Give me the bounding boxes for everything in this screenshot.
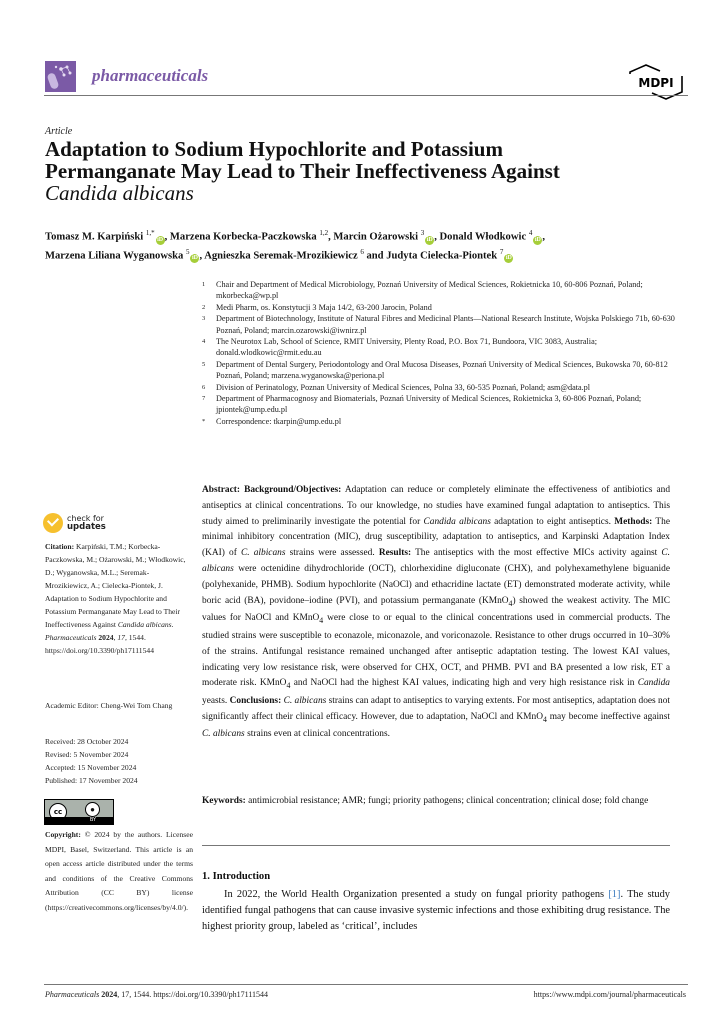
footer-citation: [45, 990, 268, 999]
species: C. albicans: [283, 695, 327, 706]
abstract-text: The minimal inhibitory concentration (MIC), drug susceptibility, adaptation to antiseptics, and Karpinski Adaptation Index (KAI) of: [202, 516, 670, 559]
by-label: BY: [45, 817, 113, 824]
orcid-icon[interactable]: iD: [534, 236, 541, 243]
keywords: [202, 794, 670, 810]
footer-journal: Pharmaceuticals: [45, 990, 100, 999]
species: C. albicans: [202, 548, 670, 574]
author-list: [45, 226, 685, 263]
check-updates-text: updates: [67, 522, 106, 532]
copyright-label: Copyright:: [45, 830, 81, 839]
dates-block: [45, 735, 193, 787]
title-species: Candida albicans: [45, 181, 194, 205]
copyright-text: © 2024 by the authors. Licensee MDPI, Basel, Switzerland. This article is an open access article distributed under the terms and conditions of the Creative Commons Attribution (CC BY) license (https://creativecommons.org/licenses/by/4.0/).: [45, 830, 193, 912]
footer-divider: [44, 984, 688, 985]
author-separator: ,: [164, 231, 170, 243]
citation-text: Karpiński, T.M.; Korbecka-Paczkowska, M.; Ożarowski, M.; Włodkowic, D.; Wyganowska, M.L.; Seremak-Mrozikiewicz, A.; Cielecka-Piontek, J. Adaptation to Sodium Hypochlorite and Potassium Permanganate May Lead to Their Ineffectiveness Against: [45, 542, 186, 629]
orcid-icon[interactable]: iD: [505, 255, 512, 262]
orcid-icon[interactable]: iD: [191, 255, 198, 262]
journal-logo: [45, 61, 76, 92]
author-name: Marzena Liliana Wyganowska: [45, 250, 186, 262]
species: C. albicans: [240, 548, 286, 559]
keywords-text: antimicrobial resistance; AMR; fungi; priority pathogens; clinical concentration; clinical dose; fold change: [248, 796, 649, 806]
author-name: Judyta Cielecka-Piontek: [386, 250, 500, 262]
abstract-text: strains even at clinical concentrations.: [244, 729, 390, 740]
affiliation-item: [202, 393, 682, 416]
abstract-text: ) showed the weakest activity. The MIC values for NaOCl and KMnO: [202, 595, 670, 624]
author-affiliation-marker: 6: [360, 247, 364, 256]
affiliation-text: Department of Pharmacognosy and Biomaterials, Poznań University of Medical Sciences, Rokietnicka 3, 60-806 Poznań, Poland; jpiontek@ump.edu.pl: [216, 394, 642, 415]
author-affiliation-marker: 3: [420, 229, 425, 237]
methods-label: Methods:: [614, 516, 653, 527]
affiliation-text: Chair and Department of Medical Microbiology, Poznań University of Medical Sciences, Rokietnicka 10, 60-806 Poznań, Poland; mkorbecka@wp.pl: [216, 280, 643, 301]
affiliation-text: The Neurotox Lab, School of Science, RMIT University, Plenty Road, P.O. Box 71, Bundoora, VIC 3083, Australia; donald.wlodkowic@rmit.edu.au: [216, 337, 597, 358]
background-label: Background/Objectives:: [244, 485, 342, 495]
body-text: In 2022, the World Health Organization presented a study on fungal priority pathogens: [224, 889, 609, 900]
citation-journal: Pharmaceuticals: [45, 633, 97, 642]
affiliations: [202, 279, 682, 427]
citation-volume: 17: [117, 633, 125, 642]
cc-icon: cc: [49, 803, 67, 821]
abstract-text: adaptation to eight antiseptics.: [490, 516, 611, 527]
check-updates-text: check for: [67, 514, 104, 523]
affiliation-item: [202, 336, 682, 359]
abstract: [202, 483, 670, 743]
academic-editor: Academic Editor: Cheng-Wei Tom Chang: [45, 701, 173, 710]
author-affiliation-marker: 1,*: [145, 229, 155, 237]
abstract-text: were octenidine dihydrochloride (OCT), chlorhexidine digluconate (CHX), and polyhexamethylene biguanide (polyhexanide, PHMB). Sodium hypochlorite (NaOCl) and ethacridine lactate (ET) demonstrated moderate activity, while boric acid (BA), povidone–iodine (PVI), and potassium permanganate (KMnO: [202, 563, 670, 606]
abstract-text: and NaOCl had the highest KAI values, indicating high and very high resistance risk in: [290, 678, 638, 689]
reference-link[interactable]: [1]: [608, 889, 621, 900]
subscript: 4: [286, 681, 291, 691]
affiliation-item: [202, 359, 682, 382]
author-name: Marzena Korbecka-Paczkowska: [169, 231, 320, 243]
abstract-text: may become ineffective against: [546, 711, 670, 722]
author-name: Donald Włodkowic: [439, 231, 529, 243]
citation-label: Citation:: [45, 542, 75, 551]
abstract-text: were close to or equal to the clinical concentrations used in commercial products. The studied strains were susceptible to econazole, miconazole, and voriconazole. Resistance to other drugs occurred in 10–30% of the strains. Antifungal resistance remained unchanged after antiseptic adaptation testing. The lowest KAI values, indicating very low resistance risk, were observed for CHX, OCT, and PHMB. PVI and BA presented a low risk, ET a moderate risk. KMnO: [202, 613, 670, 689]
citation-block: Citation: Karpiński, T.M.; Korbecka-Paczkowska, M.; Ożarowski, M.; Włodkowic, D.; Wyganowska, M.L.; Seremak-Mrozikiewicz, A.; Cielecka-Piontek, J. Adaptation to Sodium Hypochlorite and Potassium Permanganate May Lead to Their Ineffectiveness Against Candida albicans. Pharmaceuticals 2024, 17, 1544. https://doi.org/10.3390/ph17111544: [45, 542, 186, 655]
title-line: Adaptation to Sodium Hypochlorite and Potassium: [45, 137, 503, 161]
affiliation-item: [202, 416, 682, 427]
affiliation-item: [202, 382, 682, 393]
affiliation-number: 7: [202, 395, 206, 403]
affiliation-text: Department of Biotechnology, Institute of Natural Fibres and Medicinal Plants—National Research Institute, Wojska Polskiego 71b, 60-630 Poznań, Poland; marcin.ozarowski@iwnirz.pl: [216, 314, 675, 335]
author-separator: ,: [328, 231, 334, 243]
abstract-text: strains were assessed.: [285, 548, 375, 559]
affiliation-text: Medi Pharm, os. Konstytucji 3 Maja 14/2, 63-200 Jarocin, Poland: [216, 302, 432, 312]
attribution-person-icon: ●: [85, 802, 100, 817]
date-accepted: Accepted: 15 November 2024: [45, 763, 137, 772]
citation-doi-link[interactable]: https://doi.org/10.3390/ph17111544: [45, 646, 154, 655]
affiliation-item: [202, 279, 682, 302]
abstract-text: yeasts.: [202, 695, 228, 706]
author-affiliation-marker: 7: [499, 247, 504, 256]
date-revised: Revised: 5 November 2024: [45, 750, 129, 759]
check-for-updates-badge[interactable]: [43, 513, 106, 533]
title-line: Permanganate May Lead to Their Ineffectiveness Against: [45, 159, 560, 183]
affiliation-number: 6: [202, 383, 206, 391]
abstract-label: Abstract:: [202, 485, 241, 495]
subscript: 4: [319, 616, 324, 626]
author-affiliation-marker: 5: [185, 247, 190, 256]
subscript: 4: [508, 598, 513, 608]
author-separator: ,: [199, 250, 205, 262]
abstract-text: The antiseptics with the most effective MICs activity against: [415, 548, 662, 559]
species: Candida albicans: [423, 516, 491, 527]
conclusions-label: Conclusions:: [229, 695, 282, 706]
author-name: Marcin Ożarowski: [333, 231, 421, 243]
article-title: [45, 138, 665, 204]
footer-year: 2024: [101, 990, 118, 999]
header-divider: [44, 95, 688, 96]
footer-journal-url[interactable]: https://www.mdpi.com/journal/pharmaceuticals: [533, 990, 686, 999]
citation-year: 2024: [98, 633, 114, 642]
pill-molecule-icon: [45, 61, 76, 92]
journal-name: pharmaceuticals: [92, 66, 209, 85]
cc-by-license-badge[interactable]: [44, 799, 114, 825]
introduction-paragraph: [202, 887, 670, 935]
abstract-text: Adaptation can reduce or completely eliminate the effectiveness of antibiotics and antiseptics at clinical concentrations. To our knowledge, no studies have examined fungal adaptation to antiseptics. This study aimed to preliminarily investigate the potential for: [202, 485, 671, 527]
author-separator: ,: [542, 231, 545, 243]
author-separator: and: [363, 250, 387, 262]
species: C. albicans: [202, 729, 245, 740]
author-separator: ,: [434, 231, 440, 243]
orcid-icon[interactable]: iD: [157, 236, 164, 243]
author-name: Tomasz M. Karpiński: [45, 231, 146, 243]
date-received: Received: 28 October 2024: [45, 737, 129, 746]
affiliation-text: Division of Perinatology, Poznan University of Medical Sciences, Polna 33, 60-535 Poznań, Poland; asm@data.pl: [216, 382, 591, 392]
affiliation-number: 1: [202, 281, 206, 288]
affiliation-number: 4: [202, 338, 206, 346]
citation-page: 1544: [128, 633, 144, 642]
abstract-text: strains can adapt to antiseptics to varying extents. For most antiseptics, adaptation does not significantly affect their clinical efficacy. However, due to adaptation, NaOCl and KMnO: [202, 695, 671, 722]
article-type: Article: [45, 126, 73, 137]
citation-species: Candida albicans: [117, 620, 172, 629]
affiliation-number: *: [202, 417, 206, 425]
author-name: Agnieszka Seremak-Mrozikiewicz: [204, 250, 361, 262]
affiliation-number: 5: [202, 360, 206, 368]
author-affiliation-marker: 4: [528, 229, 533, 237]
section-divider: [202, 845, 670, 846]
genus: Candida: [637, 678, 670, 689]
subscript: 4: [542, 714, 547, 724]
affiliation-text: Correspondence: tkarpin@ump.edu.pl: [216, 416, 342, 426]
affiliation-number: 3: [202, 315, 206, 323]
keywords-label: Keywords:: [202, 796, 246, 806]
affiliation-item: [202, 313, 682, 336]
results-label: Results:: [378, 548, 412, 559]
checkmark-icon: [43, 513, 63, 533]
date-published: Published: 17 November 2024: [45, 776, 138, 785]
orcid-icon[interactable]: iD: [426, 236, 433, 243]
affiliation-item: [202, 302, 682, 313]
footer-doi-link[interactable]: , 17, 1544. https://doi.org/10.3390/ph17111544: [117, 990, 269, 999]
section-heading-introduction: 1. Introduction: [202, 871, 271, 882]
svg-text:MDPI: MDPI: [638, 76, 674, 90]
body-text: . The study identified fungal pathogens that can cause invasive systemic infections and those exhibiting drug resistance. The highest priority group, labeled as ‘critical’, includes: [202, 889, 670, 932]
affiliation-text: Department of Dental Surgery, Periodontology and Oral Mucosa Diseases, Poznań University of Medical Sciences, Bukowska 70, 60-812 Poznań, Poland; marzena.wyganowska@periona.pl: [216, 359, 668, 381]
affiliation-number: 2: [202, 303, 206, 311]
copyright-block: [45, 828, 193, 915]
author-affiliation-marker: 1,2: [319, 229, 329, 237]
